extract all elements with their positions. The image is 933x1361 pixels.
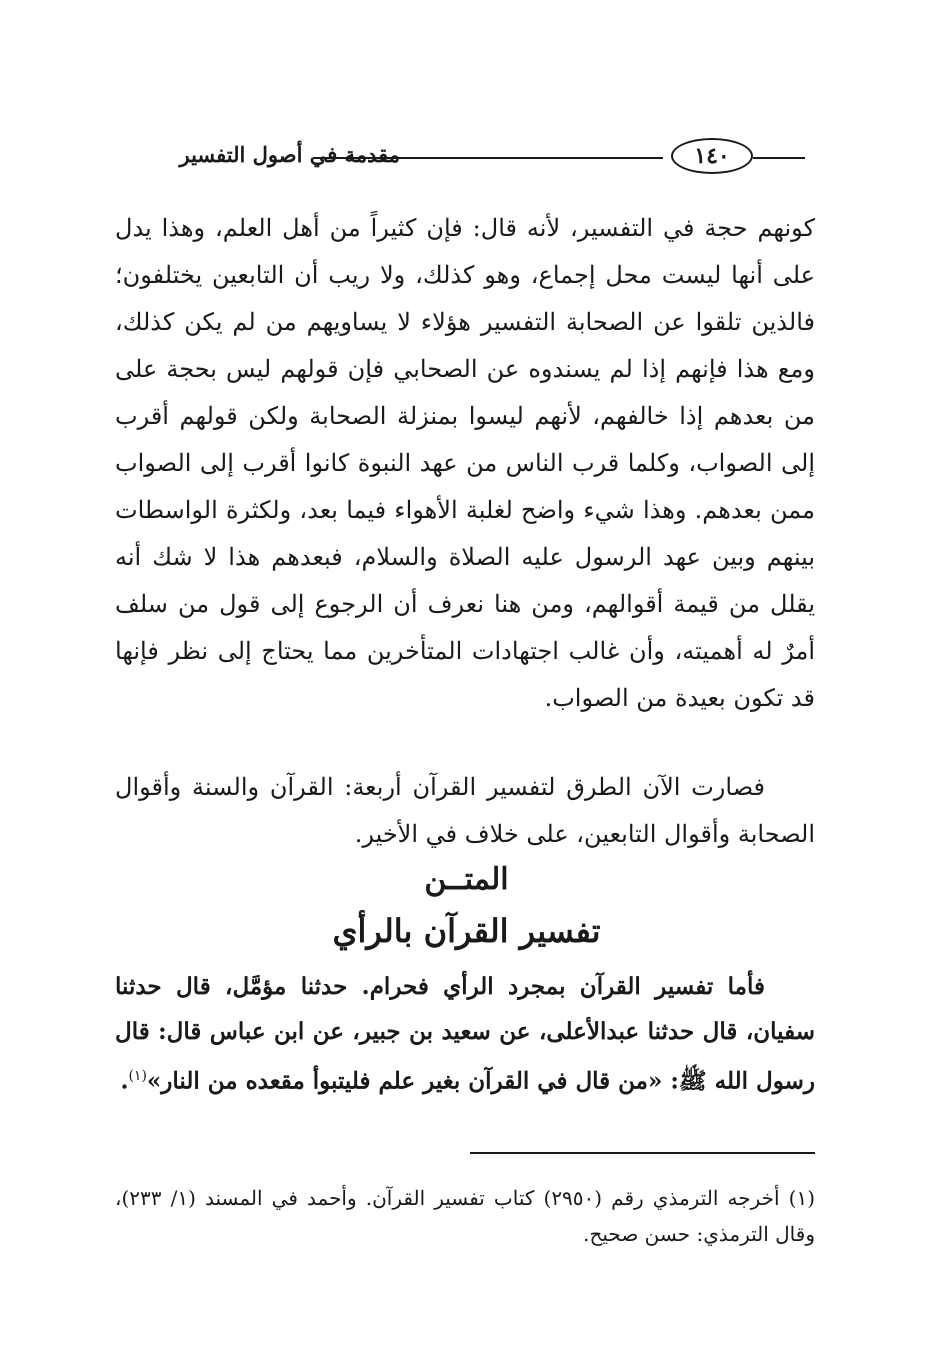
commentary-text-1: كونهم حجة في التفسير، لأنه قال: فإن كثيراً من أهل العلم، وهذا يدل على أنها ليست محل إجماع، وهو كذلك، ولا ريب أن التابعين يختلفون؛ فالذين تلقوا عن الصحابة التفسير هؤلاء لا يساويهم من لم يكن كذلك، ومع هذا فإنهم إذا لم يسندوه عن الصحابي فإن قولهم ليس بحجة على من بعدهم إذا خالفهم، لأنهم ليسوا بمنزلة الصحابة ولكن قولهم أقرب إلى الصواب، وكلما قرب الناس من عهد النبوة كانوا أقرب إلى الصواب ممن بعدهم. وهذا شيء واضح لغلبة الأهواء فيما بعد، ولكثرة الواسطات بينهم وبين عهد الرسول عليه الصلاة والسلام، فبعدهم هذا لا شك أنه يقلل من قيمة أقوالهم، ومن هنا نعرف أن الرجوع إلى قول من سلف أمرٌ له أهميته، وأن غالب اجتهادات المتأخرين مما يحتاج إلى نظر فإنها قد تكون بعيدة من الصواب. [115,214,815,712]
commentary-paragraph-2: فصارت الآن الطرق لتفسير القرآن أربعة: القرآن والسنة وأقوال الصحابة وأقوال التابعين، على خلاف في الأخير. [115,773,815,848]
matn-label: المتــن [424,862,509,897]
header-rule-right [753,157,805,159]
footnote-reference[interactable]: (١) [128,1068,147,1084]
section-title: تفسير القرآن بالرأي [332,912,601,950]
matn-text: فأما تفسير القرآن بمجرد الرأي فحرام. حدثنا مؤمَّل، قال حدثنا سفيان، قال حدثنا عبدالأعلى، عن سعيد بن جبير، عن ابن عباس قال: قال رسول الله ﷺ: «من قال في القرآن بغير علم فليتبوأ مقعده من النار» [115,973,815,1095]
running-header-title: مقدمة في أصول التفسير [179,142,400,167]
matn-end-punct: . [120,1067,129,1095]
running-header [95,138,805,178]
commentary-paragraph-1 [115,205,815,722]
footnote-separator [470,1152,815,1154]
page-number-badge: ١٤٠ [671,138,753,174]
matn-paragraph [115,964,815,1104]
footnote-text: (١) أخرجه الترمذي رقم (٢٩٥٠) كتاب تفسير القرآن. وأحمد في المسند (١/ ٢٣٣)، وقال الترمذي: حسن صحيح. [115,1186,815,1246]
